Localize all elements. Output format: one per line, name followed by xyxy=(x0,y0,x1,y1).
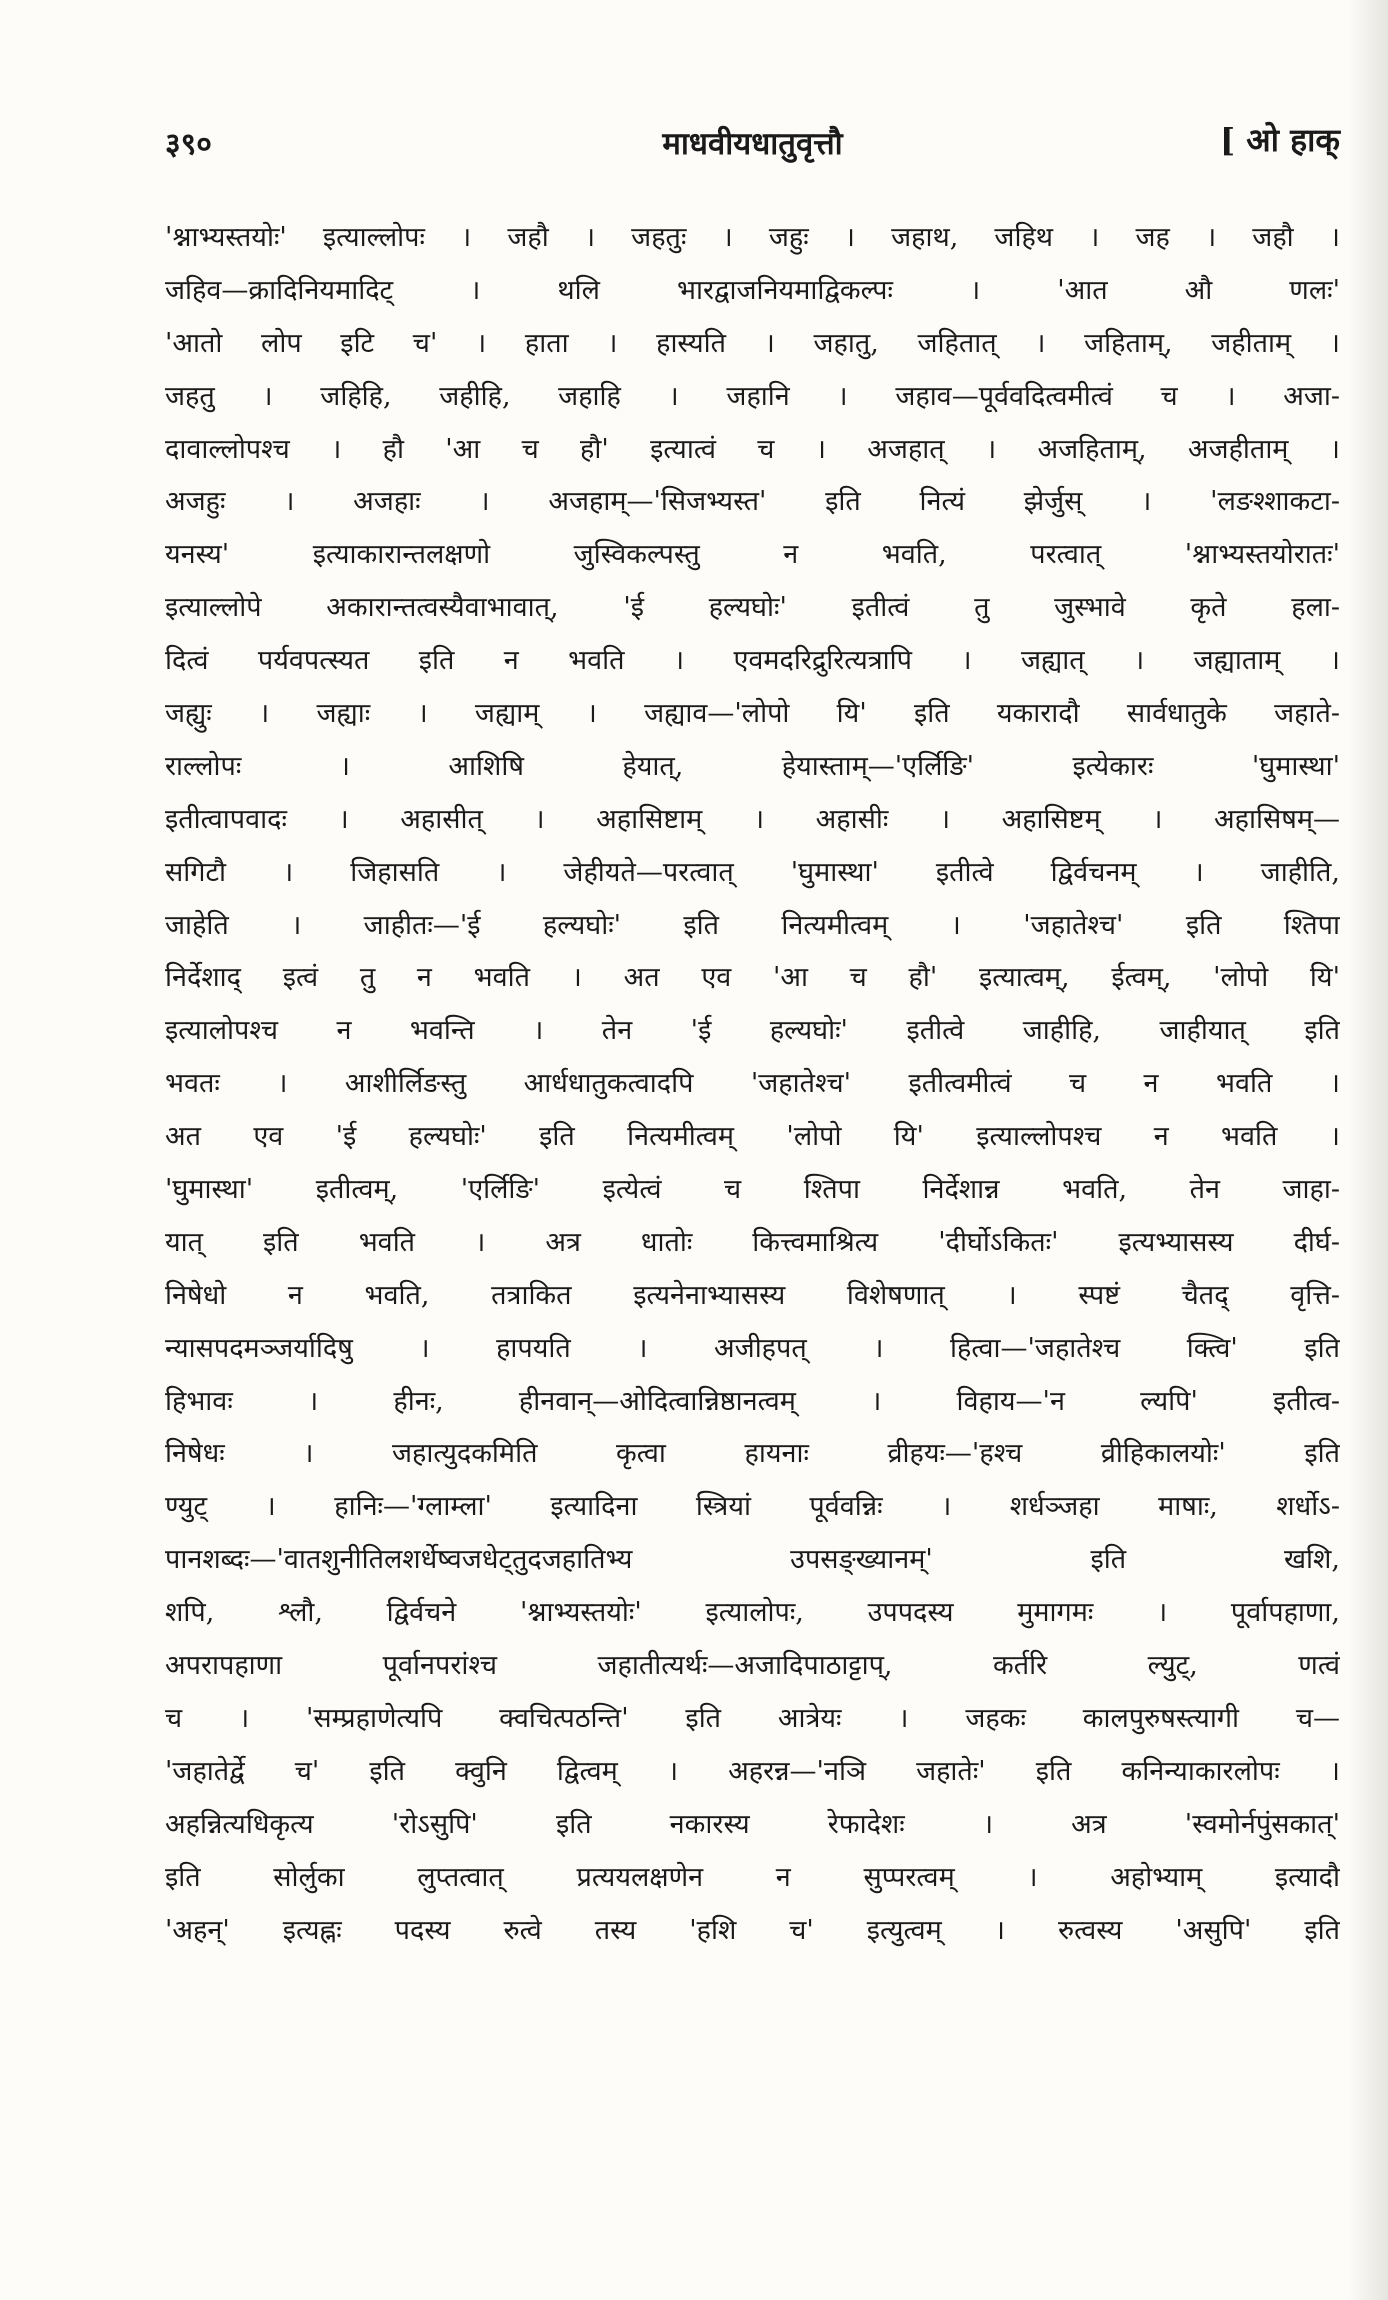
text-line: जाहेति । जाहीतः—'ई हल्यघोः' इति नित्यमीत्वम् । 'जहातेश्च' इति श्तिपा xyxy=(165,909,1340,941)
text-line: जहिव—क्रादिनियमादिट् । थलि भारद्वाजनियमाद्विकल्पः । 'आत औ णलः' xyxy=(165,274,1340,306)
text-line: अजहुः । अजहाः । अजहाम्—'सिजभ्यस्त' इति नित्यं झेर्जुस् । 'लङश्शाकटा- xyxy=(165,486,1340,518)
text-line: ण्युट् । हानिः—'ग्लाम्ला' इत्यादिना स्त्रियां पूर्ववन्निः । शर्धञ्जहा माषाः, शर्धोऽ- xyxy=(165,1491,1340,1523)
text-line: सगिटौ । जिहासति । जेहीयते—परत्वात् 'घुमास्था' इतीत्वे द्विर्वचनम् । जाहीति, xyxy=(165,856,1340,888)
text-line: राल्लोपः । आशिषि हेयात्, हेयास्ताम्—'एर्लिङि' इत्येकारः 'घुमास्था' xyxy=(165,750,1340,782)
text-line: न्यासपदमञ्जर्यादिषु । हापयति । अजीहपत् । हित्वा—'जहातेश्च क्त्वि' इति xyxy=(165,1332,1340,1364)
text-line: हिभावः । हीनः, हीनवान्—ओदित्वान्निष्ठानत्वम् । विहाय—'न ल्यपि' इतीत्व- xyxy=(165,1385,1340,1417)
body-text xyxy=(165,212,1340,1957)
text-line: 'अहन्' इत्यह्नः पदस्य रुत्वे तस्य 'हशि च' इत्युत्वम् । रुत्वस्य 'असुपि' इति xyxy=(165,1914,1340,1946)
text-line: इत्याल्लोपे अकारान्तत्वस्यैवाभावात्, 'ई हल्यघोः' इतीत्वं तु जुस्भावे कृते हला- xyxy=(165,592,1340,624)
running-title: माधवीयधातुवृत्तौ xyxy=(662,126,843,162)
text-line: 'जहातेर्द्वे च' इति क्वुनि द्वित्वम् । अहरन्न—'नञि जहातेः' इति कनिन्याकारलोपः । xyxy=(165,1755,1340,1787)
text-line: शपि, श्लौ, द्विर्वचने 'श्नाभ्यस्तयोः' इत्यालोपः, उपपदस्य मुमागमः । पूर्वापहाणा, xyxy=(165,1597,1340,1629)
text-line: निषेधो न भवति, तत्राकित इत्यनेनाभ्यासस्य विशेषणात् । स्पष्टं चैतद् वृत्ति- xyxy=(165,1279,1340,1311)
section-marker: [ ओ हाक् xyxy=(1219,121,1340,159)
text-line: अहन्नित्यधिकृत्य 'रोऽसुपि' इति नकारस्य रेफादेशः । अत्र 'स्वमोर्नपुंसकात्' xyxy=(165,1808,1340,1840)
text-line: यनस्य' इत्याकारान्तलक्षणो जुस्विकल्पस्तु न भवति, परत्वात् 'श्नाभ्यस्तयोरातः' xyxy=(165,539,1340,571)
text-line: यात् इति भवति । अत्र धातोः कित्त्वमाश्रित्य 'दीर्घोऽकितः' इत्यभ्यासस्य दीर्घ- xyxy=(165,1226,1340,1258)
text-line: दित्वं पर्यवपत्स्यत इति न भवति । एवमदरिद्रुरित्यत्रापि । जह्यात् । जह्याताम् । xyxy=(165,645,1340,677)
text-line: 'श्नाभ्यस्तयोः' इत्याल्लोपः । जहौ । जहतुः । जहुः । जहाथ, जहिथ । जह । जहौ । xyxy=(165,222,1340,253)
text-line: अत एव 'ई हल्यघोः' इति नित्यमीत्वम् 'लोपो यि' इत्याल्लोपश्च न भवति । xyxy=(165,1121,1340,1153)
text-line: दावाल्लोपश्च । हौ 'आ च हौ' इत्यात्वं च । अजहात् । अजहिताम्, अजहीताम् । xyxy=(165,433,1340,465)
page-edge-shadow xyxy=(1348,0,1388,2300)
text-line: इत्यालोपश्च न भवन्ति । तेन 'ई हल्यघोः' इतीत्वे जाहीहि, जाहीयात् इति xyxy=(165,1015,1340,1047)
text-line: च । 'सम्प्रहाणेत्यपि क्वचित्पठन्ति' इति आत्रेयः । जहकः कालपुरुषस्त्यागी च— xyxy=(165,1702,1340,1734)
text-line: अपरापहाणा पूर्वानपरांश्च जहातीत्यर्थः—अजादिपाठाट्टाप्, कर्तरि ल्युट्, णत्वं xyxy=(165,1650,1340,1682)
text-line: भवतः । आशीर्लिङस्तु आर्धधातुकत्वादपि 'जहातेश्च' इतीत्वमीत्वं च न भवति । xyxy=(165,1068,1340,1100)
text-line: 'घुमास्था' इतीत्वम्, 'एर्लिङि' इत्येत्वं च श्तिपा निर्देशान्न भवति, तेन जाहा- xyxy=(165,1174,1340,1206)
text-line: पानशब्दः—'वातशुनीतिलशर्धेष्वजधेट्तुदजहातिभ्य उपसङ्ख्यानम्' इति खशि, xyxy=(165,1544,1340,1576)
text-line: इति सोर्लुका लुप्तत्वात् प्रत्ययलक्षणेन न सुप्परत्वम् । अहोभ्याम् इत्यादौ xyxy=(165,1861,1340,1893)
text-line: निषेधः । जहात्युदकमिति कृत्वा हायनाः व्रीहयः—'हश्च व्रीहिकालयोः' इति xyxy=(165,1438,1340,1470)
text-line: 'आतो लोप इटि च' । हाता । हास्यति । जहातु, जहितात् । जहिताम्, जहीताम् । xyxy=(165,327,1340,359)
text-line: इतीत्वापवादः । अहासीत् । अहासिष्टाम् । अहासीः । अहासिष्टम् । अहासिषम्— xyxy=(165,803,1340,835)
page-number: ३९० xyxy=(165,127,212,162)
text-line: जहतु । जहिहि, जहीहि, जहाहि । जहानि । जहाव—पूर्ववदित्वमीत्वं च । अजा- xyxy=(165,380,1340,412)
text-line: निर्देशाद् इत्वं तु न भवति । अत एव 'आ च हौ' इत्यात्वम्, ईत्वम्, 'लोपो यि' xyxy=(165,962,1340,994)
page-header xyxy=(165,122,1340,182)
text-line: जह्युः । जह्याः । जह्याम् । जह्याव—'लोपो यि' इति यकारादौ सार्वधातुके जहाते- xyxy=(165,698,1340,730)
